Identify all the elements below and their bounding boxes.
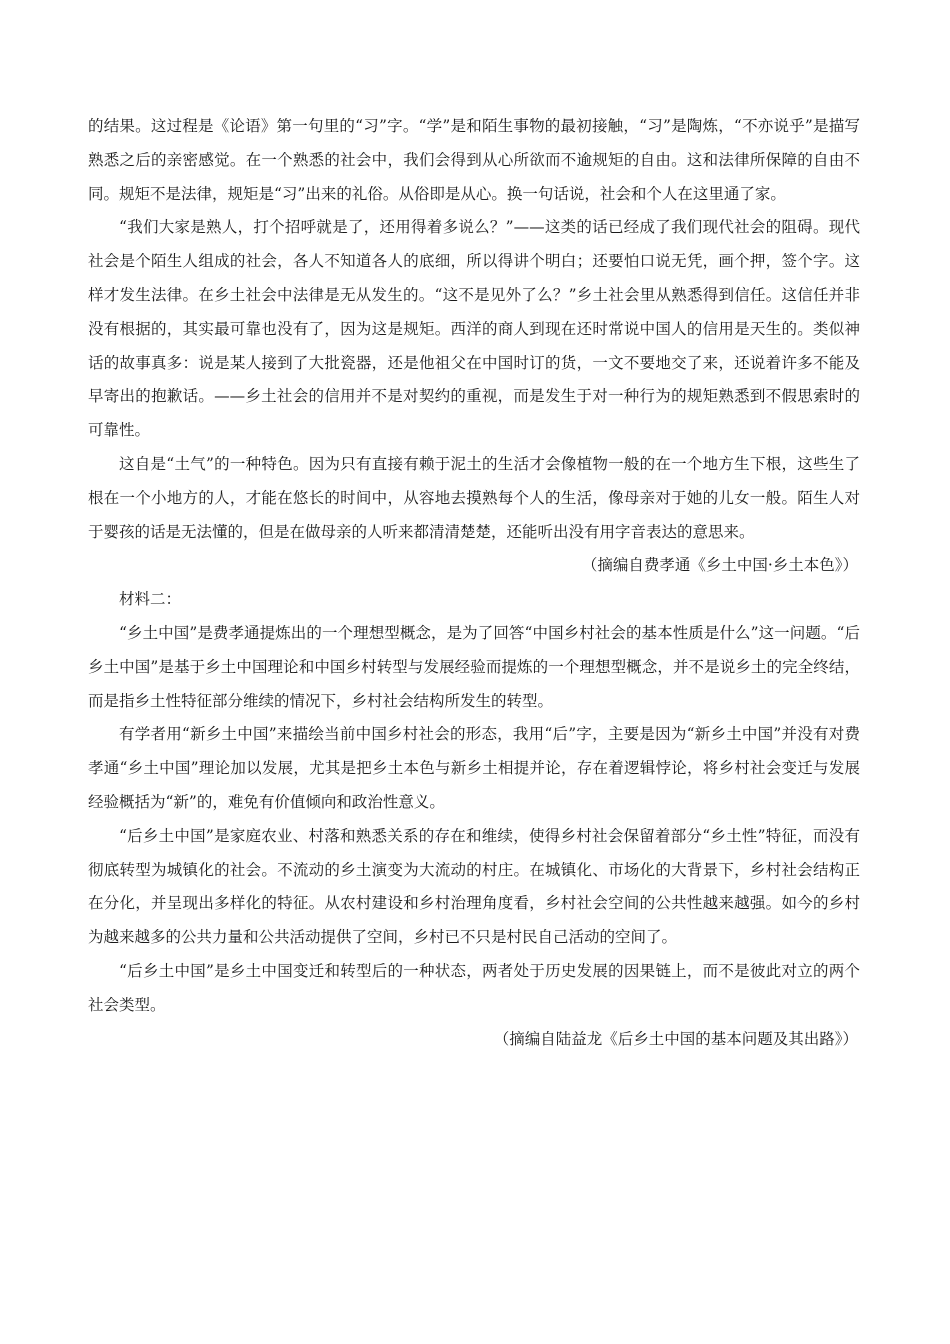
document-page [88, 110, 860, 1056]
source-citation: （摘编自费孝通《乡土中国·乡土本色》） [581, 556, 858, 575]
paragraph: “后乡土中国”是家庭农业、村落和熟悉关系的存在和维续，使得乡村社会保留着部分“乡土性”特征，而没有彻底转型为城镇化的社会。不流动的乡土演变为大流动的村庄。在城镇化、市场化的大背景下，乡村社会结构正在分化，并呈现出多样化的特征。从农村建设和乡村治理角度看，乡村社会空间的公共性越来越强。如今的乡村为越来越多的公共力量和公共活动提供了空间，乡村已不只是村民自己活动的空间了。 [88, 826, 860, 947]
paragraph: “后乡土中国”是乡土中国变迁和转型后的一种状态，两者处于历史发展的因果链上，而不是彼此对立的两个社会类型。 [88, 961, 860, 1014]
paragraph: 这自是“土气”的一种特色。因为只有直接有赖于泥土的生活才会像植物一般的在一个地方生下根，这些生了根在一个小地方的人，才能在悠长的时间中，从容地去摸熟每个人的生活，像母亲对于她的儿女一般。陌生人对于婴孩的话是无法懂的，但是在做母亲的人听来都清清楚楚，还能听出没有用字音表达的意思来。 [88, 454, 860, 541]
paragraph: “我们大家是熟人，打个招呼就是了，还用得着多说么？”——这类的话已经成了我们现代社会的阻碍。现代社会是个陌生人组成的社会，各人不知道各人的底细，所以得讲个明白；还要怕口说无凭，画个押，签个字。这样才发生法律。在乡土社会中法律是无从发生的。“这不是见外了么？”乡土社会里从熟悉得到信任。这信任并非没有根据的，其实最可靠也没有了，因为这是规矩。西洋的商人到现在还时常说中国人的信用是天生的。类似神话的故事真多：说是某人接到了大批瓷器，还是他祖父在中国时订的货，一文不要地交了来，还说着许多不能及早寄出的抱歉话。——乡土社会的信用并不是对契约的重视，而是发生于对一种行为的规矩熟悉到不假思索时的可靠性。 [88, 218, 860, 440]
paragraph: 有学者用“新乡土中国”来描绘当前中国乡村社会的形态，我用“后”字，主要是因为“新乡土中国”并没有对费孝通“乡土中国”理论加以发展，尤其是把乡土本色与新乡土相提并论，存在着逻辑悖论，将乡村社会变迁与发展经验概括为“新”的，难免有价值倾向和政治性意义。 [88, 725, 860, 811]
section-label: 材料二： [119, 590, 182, 609]
source-citation: （摘编自陆益龙《后乡土中国的基本问题及其出路》） [493, 1029, 858, 1048]
paragraph: “乡土中国”是费孝通提炼出的一个理想型概念，是为了回答“中国乡村社会的基本性质是什么”这一问题。“后乡土中国”是基于乡土中国理论和中国乡村转型与发展经验而提炼的一个理想型概念，并不是说乡土的完全终结，而是指乡土性特征部分维续的情况下，乡村社会结构所发生的转型。 [88, 623, 860, 710]
paragraph-continuation: 的结果。这过程是《论语》第一句里的“习”字。“学”是和陌生事物的最初接触，“习”是陶炼，“不亦说乎”是描写熟悉之后的亲密感觉。在一个熟悉的社会中，我们会得到从心所欲而不逾规矩的自由。这和法律所保障的自由不同。规矩不是法律，规矩是“习”出来的礼俗。从俗即是从心。换一句话说，社会和个人在这里通了家。 [88, 117, 860, 203]
